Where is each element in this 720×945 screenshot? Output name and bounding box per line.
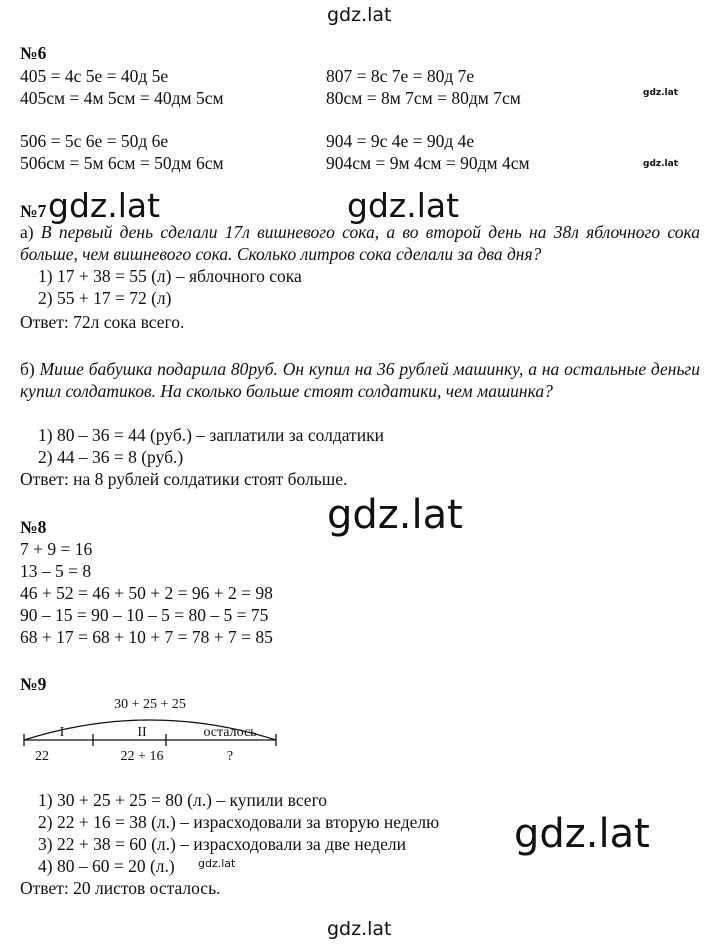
task-9-step: 1) 30 + 25 + 25 = 80 (л.) – купили всего — [38, 790, 328, 810]
task-8-line: 68 + 17 = 68 + 10 + 7 = 78 + 7 = 85 — [20, 627, 273, 647]
diagram-bottom-label: ? — [226, 749, 234, 764]
task-6-line: 405 = 4с 5е = 40д 5е — [20, 66, 169, 86]
watermark-mid-1: gdz.lat — [48, 187, 164, 225]
diagram-top-label: осталось — [203, 725, 257, 740]
task-9-step: 3) 22 + 38 = 60 (л.) – израсходовали за две недели — [38, 834, 407, 854]
task-7a-answer: Ответ: 72л сока всего. — [20, 312, 185, 332]
diagram-bottom-label: 22 — [35, 749, 49, 764]
task-8-line: 46 + 52 = 46 + 50 + 2 = 96 + 2 = 98 — [20, 583, 273, 603]
task-8-line: 7 + 9 = 16 — [20, 539, 93, 559]
diagram-top-label: I — [59, 725, 65, 740]
watermark-bottom: gdz.lat — [327, 918, 392, 940]
task-8-line: 90 – 15 = 90 – 10 – 5 = 80 – 5 = 75 — [20, 605, 269, 625]
task-7a-step: 1) 17 + 38 = 55 (л) – яблочного сока — [38, 266, 302, 286]
task-9-step: 2) 22 + 16 = 38 (л.) – израсходовали за вторую неделю — [38, 812, 440, 832]
task-9-answer: Ответ: 20 листов осталось. — [20, 878, 221, 898]
task-7b-step: 1) 80 – 36 = 44 (руб.) – заплатили за солдатики — [38, 425, 384, 445]
task-8-heading: №8 — [20, 517, 47, 537]
task-7b-answer: Ответ: на 8 рублей солдатики стоят больше. — [20, 469, 348, 489]
task-7-heading: №7 — [20, 201, 47, 221]
task-7a-text: а) В первый день сделали 17л вишневого сока, а во второй день на 38л яблочного сока больше, чем вишневого сока. Сколько литров сока сделали за два дня? — [20, 222, 700, 264]
task-7b-step: 2) 44 – 36 = 8 (руб.) — [38, 447, 184, 467]
watermark-big-2: gdz.lat — [514, 811, 650, 857]
task-6-line: 904 = 9с 4е = 90д 4е — [326, 131, 475, 151]
task-7b-text: б) Мише бабушка подарила 80руб. Он купил на 36 рублей машинку, а на остальные деньги купил солдатиков. На сколько больше стоят солдатики, чем машинка? — [20, 359, 700, 401]
task-6-line: 506см = 5м 6см = 50дм 6см — [20, 153, 224, 173]
task-9-step: 4) 80 – 60 = 20 (л.) — [38, 856, 175, 876]
watermark-tiny-1: gdz.lat — [643, 88, 679, 98]
diagram-top-label: II — [137, 725, 147, 740]
watermark-tiny-2: gdz.lat — [643, 159, 679, 169]
watermark-top: gdz.lat — [327, 4, 392, 26]
watermark-big-1: gdz.lat — [327, 492, 463, 538]
watermark-small: gdz.lat — [198, 857, 236, 870]
task-9-heading: №9 — [20, 674, 47, 694]
task-6-line: 506 = 5с 6е = 50д 6е — [20, 131, 169, 151]
diagram-arc-label: 30 + 25 + 25 — [114, 697, 186, 712]
task-8-line: 13 – 5 = 8 — [20, 561, 92, 581]
task-6-line: 807 = 8с 7е = 80д 7е — [326, 66, 475, 86]
task-6-heading: №6 — [20, 43, 47, 63]
diagram-bottom-label: 22 + 16 — [120, 749, 164, 764]
task-6-line: 904см = 9м 4см = 90дм 4см — [326, 153, 530, 173]
segment-diagram — [0, 690, 300, 770]
watermark-mid-2: gdz.lat — [347, 186, 460, 225]
task-6-line: 405см = 4м 5см = 40дм 5см — [20, 88, 224, 108]
task-6-line: 80см = 8м 7см = 80дм 7см — [326, 88, 521, 108]
task-7a-step: 2) 55 + 17 = 72 (л) — [38, 288, 172, 308]
